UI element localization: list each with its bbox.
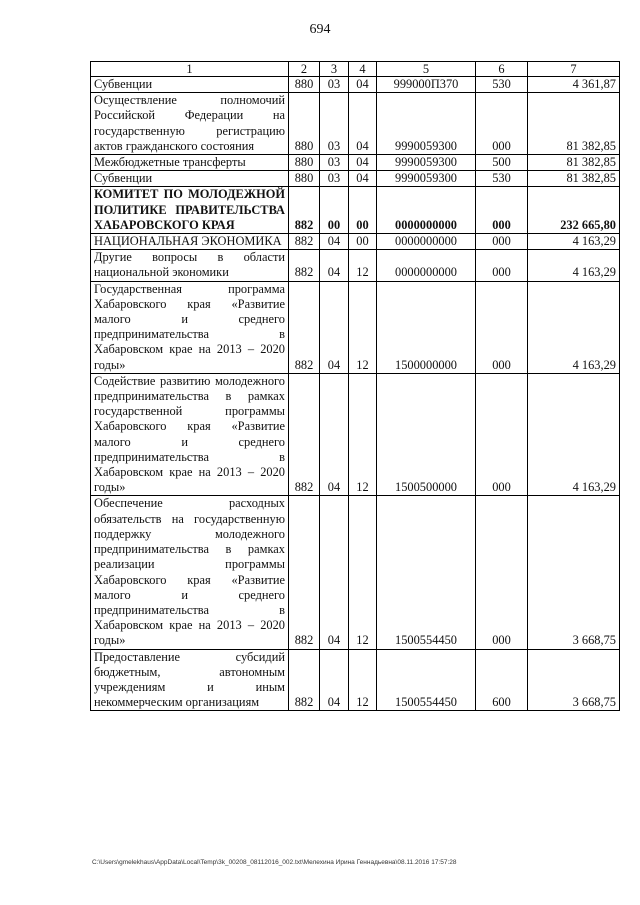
row-admin-code: 882 [289, 496, 320, 649]
table-row [91, 93, 620, 155]
table-row [91, 250, 620, 281]
row-section: 03 [320, 155, 349, 171]
row-section: 04 [320, 234, 349, 250]
row-name: НАЦИОНАЛЬНАЯ ЭКОНОМИКА [91, 234, 289, 250]
row-section: 04 [320, 649, 349, 711]
row-name: Осуществление полномочий Российской Федерации на государственную регистрацию актов гражданского состояния [91, 93, 289, 155]
row-admin-code: 880 [289, 77, 320, 93]
header-col-4: 4 [349, 62, 377, 77]
row-amount: 81 382,85 [528, 93, 620, 155]
row-target-article: 9990059300 [377, 155, 476, 171]
row-amount: 81 382,85 [528, 155, 620, 171]
row-section: 04 [320, 281, 349, 373]
row-expense-type: 500 [476, 155, 528, 171]
row-target-article: 9990059300 [377, 171, 476, 187]
row-name: Субвенции [91, 77, 289, 93]
row-subsection: 04 [349, 171, 377, 187]
row-amount: 4 163,29 [528, 250, 620, 281]
table-header-row [91, 62, 620, 77]
document-footer-path: C:\Users\gmelekhaus\AppData\Local\Temp\3k_00208_08112016_002.txt\Мелехина Ирина Геннадьевна\08.11.2016 17:57:28 [92, 859, 457, 866]
row-subsection: 12 [349, 250, 377, 281]
table-row [91, 234, 620, 250]
row-name: Субвенции [91, 171, 289, 187]
row-amount: 232 665,80 [528, 187, 620, 234]
table-row [91, 496, 620, 649]
row-target-article: 0000000000 [377, 250, 476, 281]
table-row [91, 77, 620, 93]
row-subsection: 12 [349, 649, 377, 711]
row-admin-code: 880 [289, 93, 320, 155]
table-row [91, 281, 620, 373]
row-admin-code: 882 [289, 234, 320, 250]
row-section: 04 [320, 250, 349, 281]
row-expense-type: 000 [476, 234, 528, 250]
row-section: 04 [320, 373, 349, 496]
row-name: Другие вопросы в области национальной экономики [91, 250, 289, 281]
row-name: Государственная программа Хабаровского края «Развитие малого и среднего предпринимательства в Хабаровском крае на 2013 – 2020 годы» [91, 281, 289, 373]
page-number: 694 [309, 22, 331, 37]
row-section: 03 [320, 171, 349, 187]
row-name: Межбюджетные трансферты [91, 155, 289, 171]
row-section: 00 [320, 187, 349, 234]
row-expense-type: 000 [476, 373, 528, 496]
table-row-committee [91, 187, 620, 234]
row-name: КОМИТЕТ ПО МОЛОДЕЖНОЙ ПОЛИТИКЕ ПРАВИТЕЛЬСТВА ХАБАРОВСКОГО КРАЯ [91, 187, 289, 234]
row-admin-code: 882 [289, 373, 320, 496]
header-col-5: 5 [377, 62, 476, 77]
row-name: Предоставление субсидий бюджетным, автономным учреждениям и иным некоммерческим организациям [91, 649, 289, 711]
row-amount: 3 668,75 [528, 496, 620, 649]
header-col-2: 2 [289, 62, 320, 77]
row-amount: 81 382,85 [528, 171, 620, 187]
row-expense-type: 000 [476, 250, 528, 281]
row-section: 03 [320, 93, 349, 155]
header-col-6: 6 [476, 62, 528, 77]
row-admin-code: 882 [289, 250, 320, 281]
row-target-article: 1500554450 [377, 649, 476, 711]
row-amount: 4 361,87 [528, 77, 620, 93]
row-section: 03 [320, 77, 349, 93]
row-subsection: 04 [349, 93, 377, 155]
row-target-article: 1500554450 [377, 496, 476, 649]
row-subsection: 00 [349, 234, 377, 250]
row-subsection: 12 [349, 373, 377, 496]
row-target-article: 9990059300 [377, 93, 476, 155]
row-amount: 3 668,75 [528, 649, 620, 711]
row-expense-type: 000 [476, 187, 528, 234]
row-target-article: 1500000000 [377, 281, 476, 373]
row-name: Содействие развитию молодежного предпринимательства в рамках государственной программы Хабаровского края «Развитие малого и среднего предпринимательства в Хабаровском крае на 2013 – 2020 годы» [91, 373, 289, 496]
budget-table [90, 61, 620, 711]
row-name: Обеспечение расходных обязательств на государственную поддержку молодежного предпринимательства в рамках реализации программы Хабаровского края «Развитие малого и среднего предпринимательства в Хабаровском крае на 2013 – 2020 годы» [91, 496, 289, 649]
row-subsection: 04 [349, 155, 377, 171]
row-amount: 4 163,29 [528, 281, 620, 373]
row-section: 04 [320, 496, 349, 649]
row-amount: 4 163,29 [528, 234, 620, 250]
row-admin-code: 882 [289, 281, 320, 373]
table-row [91, 155, 620, 171]
row-amount: 4 163,29 [528, 373, 620, 496]
row-expense-type: 000 [476, 496, 528, 649]
row-target-article: 0000000000 [377, 234, 476, 250]
row-target-article: 1500500000 [377, 373, 476, 496]
header-col-3: 3 [320, 62, 349, 77]
row-subsection: 12 [349, 281, 377, 373]
row-admin-code: 882 [289, 649, 320, 711]
row-expense-type: 000 [476, 281, 528, 373]
row-admin-code: 880 [289, 155, 320, 171]
row-subsection: 00 [349, 187, 377, 234]
row-expense-type: 000 [476, 93, 528, 155]
row-expense-type: 530 [476, 171, 528, 187]
header-col-7: 7 [528, 62, 620, 77]
table-row [91, 649, 620, 711]
row-expense-type: 530 [476, 77, 528, 93]
row-expense-type: 600 [476, 649, 528, 711]
header-col-1: 1 [91, 62, 289, 77]
row-subsection: 04 [349, 77, 377, 93]
row-target-article: 999000П370 [377, 77, 476, 93]
table-row [91, 373, 620, 496]
table-row [91, 171, 620, 187]
row-subsection: 12 [349, 496, 377, 649]
row-admin-code: 882 [289, 187, 320, 234]
row-admin-code: 880 [289, 171, 320, 187]
row-target-article: 0000000000 [377, 187, 476, 234]
